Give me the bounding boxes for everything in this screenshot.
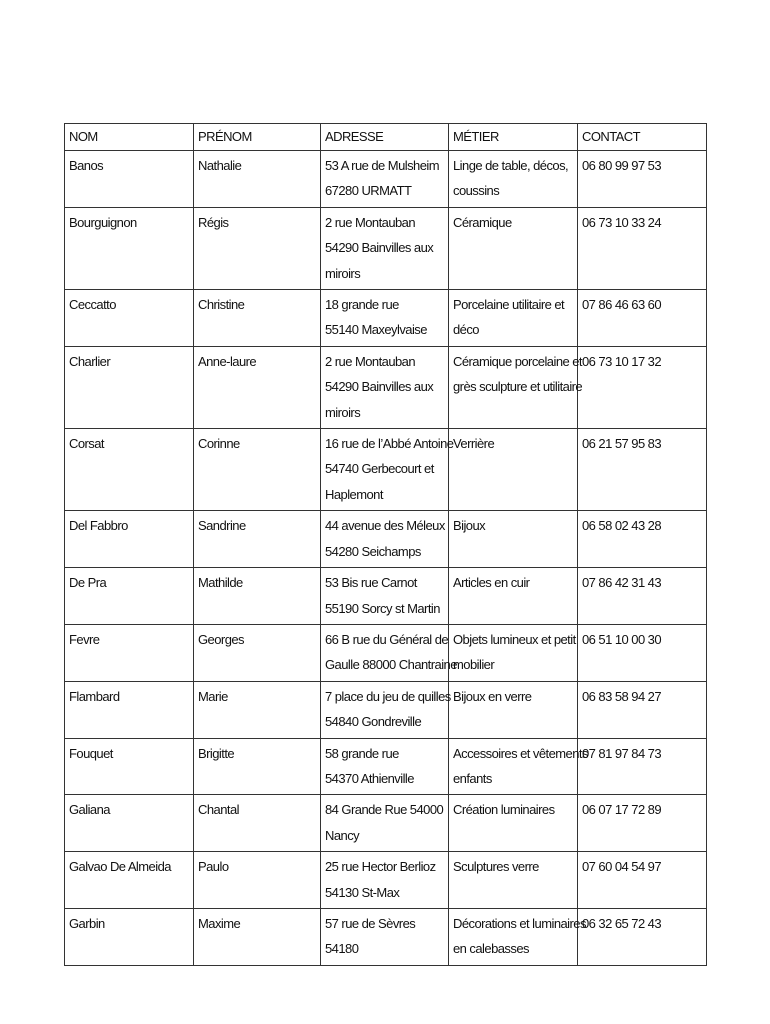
- cell-contact-text: 06 21 57 95 83: [582, 436, 662, 452]
- cell-metier: [449, 568, 578, 625]
- cell-contact-text: 06 73 10 17 32: [582, 353, 662, 369]
- cell-prenom-text: Marie: [198, 688, 228, 704]
- cell-nom: [65, 151, 194, 208]
- cell-nom: [65, 681, 194, 738]
- table-row: [65, 346, 707, 428]
- cell-prenom-text: Maxime: [198, 915, 241, 931]
- cell-adresse-line: Nancy: [325, 827, 360, 843]
- cell-nom: [65, 908, 194, 965]
- cell-adresse: [321, 738, 449, 795]
- cell-adresse-line: 25 rue Hector Berlioz: [325, 859, 436, 875]
- cell-metier-line: Céramique: [453, 214, 512, 230]
- cell-metier-line: en calebasses: [453, 941, 529, 957]
- cell-nom-text: Galiana: [69, 802, 110, 818]
- cell-nom: [65, 795, 194, 852]
- cell-metier-line: Articles en cuir: [453, 575, 530, 591]
- cell-metier: [449, 346, 583, 428]
- cell-contact: [578, 795, 707, 852]
- cell-adresse-line: 54840 Gondreville: [325, 714, 422, 730]
- cell-prenom-text: Nathalie: [198, 158, 242, 173]
- cell-adresse-line: 66 B rue du Général de: [325, 631, 449, 647]
- cell-nom: [65, 429, 194, 511]
- table-row: [65, 429, 707, 511]
- cell-prenom: [194, 852, 321, 909]
- cell-adresse: [321, 511, 449, 568]
- cell-metier-line: mobilier: [453, 657, 495, 673]
- cell-metier: [449, 852, 578, 909]
- cell-contact: [578, 429, 707, 511]
- cell-adresse-line: miroirs: [325, 404, 361, 420]
- cell-contact-text: 07 81 97 84 73: [582, 745, 662, 761]
- table-row: [65, 681, 707, 738]
- cell-adresse: [321, 151, 449, 208]
- cell-adresse: [321, 346, 449, 428]
- table-row: [65, 290, 707, 347]
- cell-metier-line: grès sculpture et utilitaire: [453, 379, 583, 395]
- cell-adresse-line: 54370 Athienville: [325, 770, 414, 786]
- cell-nom-text: Flambard: [69, 688, 120, 704]
- cell-adresse: [321, 290, 449, 347]
- cell-adresse: [321, 207, 449, 289]
- table-row: [65, 511, 707, 568]
- table-row: [65, 151, 707, 208]
- cell-contact-text: 06 73 10 33 24: [582, 214, 662, 230]
- cell-nom-text: Galvao De Almeida: [69, 859, 171, 875]
- cell-prenom-text: Mathilde: [198, 575, 243, 591]
- cell-contact-text: 06 51 10 00 30: [582, 631, 662, 647]
- cell-prenom-text: Christine: [198, 297, 245, 313]
- cell-contact: [578, 346, 707, 428]
- cell-prenom: [194, 681, 321, 738]
- cell-nom: [65, 738, 194, 795]
- cell-prenom: [194, 511, 321, 568]
- table-row: [65, 795, 707, 852]
- cell-nom-text: Corsat: [69, 436, 104, 452]
- header-adresse: ADRESSE: [321, 124, 449, 151]
- cell-prenom: [194, 290, 321, 347]
- cell-metier: [449, 795, 578, 852]
- cell-adresse-line: Haplemont: [325, 486, 383, 502]
- cell-contact: [578, 908, 707, 965]
- cell-adresse-line: 58 grande rue: [325, 745, 399, 761]
- cell-metier-line: enfants: [453, 770, 492, 786]
- table-row: [65, 207, 707, 289]
- cell-adresse: [321, 429, 454, 511]
- cell-adresse-line: 57 rue de Sèvres: [325, 915, 416, 931]
- cell-metier-line: Décorations et luminaires: [453, 915, 586, 931]
- cell-adresse-line: 54290 Bainvilles aux: [325, 379, 434, 395]
- cell-nom-text: Bourguignon: [69, 214, 137, 230]
- cell-contact: [578, 738, 707, 795]
- cell-prenom-text: Anne-laure: [198, 353, 257, 369]
- table-row: [65, 624, 707, 681]
- cell-metier-line: Porcelaine utilitaire et: [453, 297, 565, 313]
- cell-metier: [449, 681, 578, 738]
- cell-metier-line: Création luminaires: [453, 802, 555, 818]
- cell-contact: [578, 290, 707, 347]
- cell-adresse-line: Gaulle 88000 Chantraine: [325, 657, 457, 673]
- cell-adresse: [321, 852, 449, 909]
- cell-nom: [65, 207, 194, 289]
- cell-adresse-line: 55190 Sorcy st Martin: [325, 600, 440, 616]
- cell-nom-text: Garbin: [69, 915, 105, 931]
- cell-prenom: [194, 908, 321, 965]
- cell-contact: [578, 151, 707, 208]
- cell-contact: [578, 852, 707, 909]
- cell-prenom-text: Brigitte: [198, 745, 235, 761]
- cell-metier-line: Sculptures verre: [453, 859, 539, 875]
- cell-prenom-text: Paulo: [198, 859, 229, 875]
- cell-metier-line: Objets lumineux et petit: [453, 631, 576, 647]
- cell-nom: [65, 624, 194, 681]
- cell-prenom: [194, 568, 321, 625]
- cell-nom: [65, 346, 194, 428]
- cell-prenom: [194, 207, 321, 289]
- cell-metier-line: déco: [453, 322, 479, 338]
- cell-metier: [449, 624, 578, 681]
- cell-prenom: [194, 738, 321, 795]
- cell-adresse-line: 54180: [325, 941, 359, 957]
- cell-metier-line: Bijoux: [453, 518, 486, 534]
- cell-metier: [449, 207, 578, 289]
- cell-nom-text: Ceccatto: [69, 297, 116, 313]
- cell-adresse-line: 2 rue Montauban: [325, 214, 416, 230]
- cell-prenom: [194, 151, 321, 208]
- cell-nom: [65, 290, 194, 347]
- cell-prenom-text: Chantal: [198, 802, 239, 818]
- cell-adresse: [321, 624, 457, 681]
- table-row: [65, 908, 707, 965]
- cell-adresse-line: 84 Grande Rue 54000: [325, 802, 444, 818]
- cell-nom-text: Fevre: [69, 631, 100, 647]
- cell-contact-text: 06 32 65 72 43: [582, 915, 662, 931]
- cell-adresse-line: 16 rue de l’Abbé Antoine: [325, 436, 454, 452]
- cell-adresse-line: 67280 URMATT: [325, 183, 412, 199]
- cell-adresse-line: 44 avenue des Méleux: [325, 518, 445, 534]
- cell-prenom: [194, 346, 321, 428]
- cell-nom: [65, 852, 194, 909]
- header-prenom: PRÉNOM: [194, 124, 321, 151]
- cell-prenom: [194, 624, 321, 681]
- cell-adresse-line: 53 A rue de Mulsheim: [325, 158, 440, 173]
- cell-prenom: [194, 429, 321, 511]
- table-row: [65, 738, 707, 795]
- cell-nom: [65, 511, 194, 568]
- cell-contact-text: 06 58 02 43 28: [582, 518, 662, 534]
- cell-metier-line: Verrière: [453, 436, 495, 452]
- cell-metier-line: Céramique porcelaine et: [453, 353, 582, 369]
- cell-nom-text: Fouquet: [69, 745, 113, 761]
- cell-adresse: [321, 908, 449, 965]
- cell-contact: [578, 624, 707, 681]
- cell-prenom-text: Corinne: [198, 436, 240, 452]
- cell-nom-text: Del Fabbro: [69, 518, 128, 534]
- cell-adresse-line: 53 Bis rue Carnot: [325, 575, 417, 591]
- cell-metier: [449, 151, 578, 208]
- cell-adresse: [321, 681, 449, 738]
- artisans-table: [64, 123, 707, 966]
- cell-nom-text: Charlier: [69, 353, 111, 369]
- cell-metier: [449, 511, 578, 568]
- cell-nom-text: De Pra: [69, 575, 107, 591]
- cell-adresse-line: 54130 St-Max: [325, 884, 400, 900]
- cell-contact: [578, 511, 707, 568]
- cell-prenom-text: Georges: [198, 631, 245, 647]
- cell-metier-line: Linge de table, décos,: [453, 158, 569, 173]
- cell-adresse-line: 18 grande rue: [325, 297, 399, 313]
- cell-metier-line: Accessoires et vêtements: [453, 745, 588, 761]
- cell-contact: [578, 568, 707, 625]
- cell-adresse-line: 54740 Gerbecourt et: [325, 461, 434, 477]
- cell-metier-line: Bijoux en verre: [453, 688, 532, 704]
- cell-metier: [449, 738, 588, 795]
- header-nom: NOM: [65, 124, 194, 151]
- cell-contact-text: 07 86 46 63 60: [582, 297, 662, 313]
- cell-contact-text: 06 07 17 72 89: [582, 802, 662, 818]
- header-contact: CONTACT: [578, 124, 707, 151]
- cell-nom-text: Banos: [69, 158, 104, 173]
- cell-adresse-line: 7 place du jeu de quilles: [325, 688, 451, 704]
- table-header-row: [65, 124, 707, 151]
- cell-nom: [65, 568, 194, 625]
- cell-contact-text: 06 80 99 97 53: [582, 158, 662, 173]
- cell-metier: [449, 429, 578, 511]
- cell-adresse-line: 2 rue Montauban: [325, 353, 416, 369]
- cell-metier-line: coussins: [453, 183, 500, 199]
- cell-metier: [449, 290, 578, 347]
- cell-contact: [578, 681, 707, 738]
- cell-contact: [578, 207, 707, 289]
- table-row: [65, 568, 707, 625]
- cell-adresse-line: 55140 Maxeylvaise: [325, 322, 427, 338]
- header-metier: MÉTIER: [449, 124, 578, 151]
- table-row: [65, 852, 707, 909]
- cell-adresse: [321, 795, 449, 852]
- cell-adresse-line: 54280 Seichamps: [325, 543, 421, 559]
- cell-adresse-line: 54290 Bainvilles aux: [325, 240, 434, 256]
- table-body: [65, 151, 707, 966]
- cell-adresse-line: miroirs: [325, 265, 361, 281]
- cell-contact-text: 06 83 58 94 27: [582, 688, 662, 704]
- cell-prenom-text: Régis: [198, 214, 229, 230]
- cell-prenom: [194, 795, 321, 852]
- cell-metier: [449, 908, 586, 965]
- cell-prenom-text: Sandrine: [198, 518, 246, 534]
- cell-adresse: [321, 568, 449, 625]
- cell-contact-text: 07 86 42 31 43: [582, 575, 662, 591]
- cell-contact-text: 07 60 04 54 97: [582, 859, 662, 875]
